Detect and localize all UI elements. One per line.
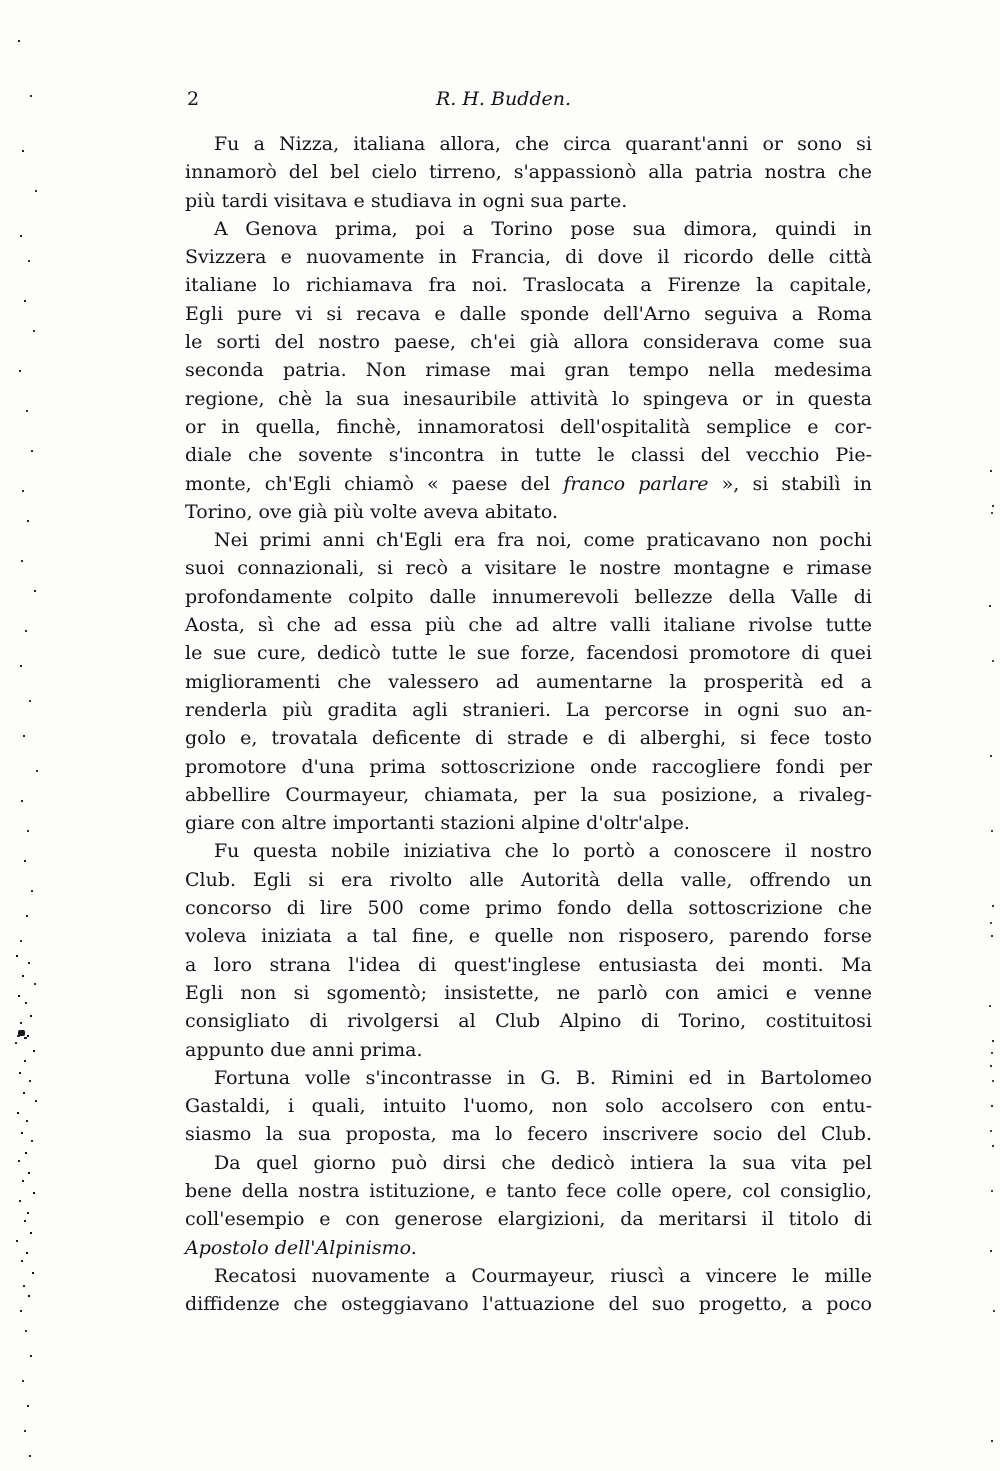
text-line: Aosta, sì che ad essa più che ad altre valli italiane rivolse tutte: [185, 614, 872, 637]
text-segment: monte, ch'Egli chiamò « paese del: [185, 472, 564, 495]
text-line: coll'esempio e con generose elargizioni, da meritarsi il titolo di: [185, 1208, 872, 1231]
text-line: a loro strana l'idea di quest'inglese entusiasta dei monti. Ma: [185, 953, 872, 976]
text-line: profondamente colpito dalle innumerevoli bellezze della Valle di: [185, 585, 872, 608]
text-line: A Genova prima, poi a Torino pose sua dimora, quindi in: [214, 217, 872, 240]
text-line: consigliato di rivolgersi al Club Alpino di Torino, costituitosi: [185, 1010, 872, 1033]
text-line: Da quel giorno può dirsi che dedicò intiera la sua vita pel: [214, 1151, 872, 1174]
text-line: abbellire Courmayeur, chiamata, per la sua posizione, a rivaleg-: [185, 783, 872, 806]
text-line: or in quella, finchè, innamoratosi dell'ospitalità semplice e cor-: [185, 415, 872, 438]
page-body: [185, 130, 872, 1318]
text-line: regione, chè la sua inesauribile attività lo spingeva or in questa: [185, 387, 872, 410]
text-line: Recatosi nuovamente a Courmayeur, riuscì a vincere le mille: [214, 1264, 872, 1287]
text-line: siasmo la sua proposta, ma lo fecero inscrivere socio del Club.: [185, 1123, 872, 1146]
scan-noise-blob: [18, 1030, 25, 1036]
text-line: diale che sovente s'incontra in tutte le classi del vecchio Pie-: [185, 444, 872, 467]
text-line: Fortuna volle s'incontrasse in G. B. Rimini ed in Bartolomeo: [214, 1066, 872, 1089]
running-title: R. H. Budden.: [435, 88, 572, 110]
text-line: giare con altre importanti stazioni alpine d'oltr'alpe.: [185, 812, 690, 835]
text-line: Nei primi anni ch'Egli era fra noi, come praticavano non pochi: [214, 529, 872, 552]
text-line: Gastaldi, i quali, intuito l'uomo, non solo accolsero con entu-: [185, 1095, 872, 1118]
text-line: promotore d'una prima sottoscrizione onde raccogliere fondi per: [185, 755, 872, 778]
text-line: Torino, ove già più volte aveva abitato.: [185, 500, 559, 523]
scan-noise-speckles: [0, 0, 2, 2]
text-line: voleva iniziata a tal fine, e quelle non risposero, parendo forse: [185, 925, 872, 948]
text-segment: », si stabilì in: [708, 472, 872, 495]
text-line: innamorò del bel cielo tirreno, s'appassionò alla patria nostra che: [185, 161, 872, 184]
text-line: suoi connazionali, si recò a visitare le nostre montagne e rimase: [185, 557, 872, 580]
text-line: seconda patria. Non rimase mai gran tempo nella medesima: [185, 359, 872, 382]
text-line: Svizzera e nuovamente in Francia, di dove il ricordo delle città: [185, 246, 872, 269]
text-line-mixed: [185, 470, 872, 498]
text-line: miglioramenti che valessero ad aumentarne la prosperità ed a: [185, 670, 872, 693]
text-line: golo e, trovatala deficente di strade e di alberghi, si fece tosto: [185, 727, 872, 750]
page-number: 2: [187, 88, 200, 110]
text-line-italic: Apostolo dell'Alpinismo.: [185, 1236, 417, 1259]
text-segment-italic: franco parlare: [563, 472, 709, 495]
text-line: più tardi visitava e studiava in ogni sua parte.: [185, 189, 628, 212]
page-header: [185, 88, 872, 116]
text-line: le sue cure, dedicò tutte le sue forze, facendosi promotore di quei: [185, 642, 872, 665]
text-line: bene della nostra istituzione, e tanto fece colle opere, col consiglio,: [185, 1179, 872, 1202]
text-line: Fu questa nobile iniziativa che lo portò a conoscere il nostro: [214, 840, 872, 863]
text-line: le sorti del nostro paese, ch'ei già allora considerava come sua: [185, 331, 872, 354]
text-line: concorso di lire 500 come primo fondo della sottoscrizione che: [185, 897, 872, 920]
text-line: italiane lo richiamava fra noi. Traslocata a Firenze la capitale,: [185, 274, 872, 297]
text-line: Fu a Nizza, italiana allora, che circa quarant'anni or sono si: [214, 133, 872, 155]
text-line: renderla più gradita agli stranieri. La percorse in ogni suo an-: [185, 698, 872, 721]
text-line: appunto due anni prima.: [185, 1038, 423, 1061]
text-line: diffidenze che osteggiavano l'attuazione del suo progetto, a poco: [185, 1293, 872, 1316]
text-line: Egli non si sgomentò; insistette, ne parlò con amici e venne: [185, 981, 872, 1004]
text-line: Egli pure vi si recava e dalle sponde dell'Arno seguiva a Roma: [185, 302, 872, 325]
text-line: Club. Egli si era rivolto alle Autorità della valle, offrendo un: [185, 868, 872, 891]
